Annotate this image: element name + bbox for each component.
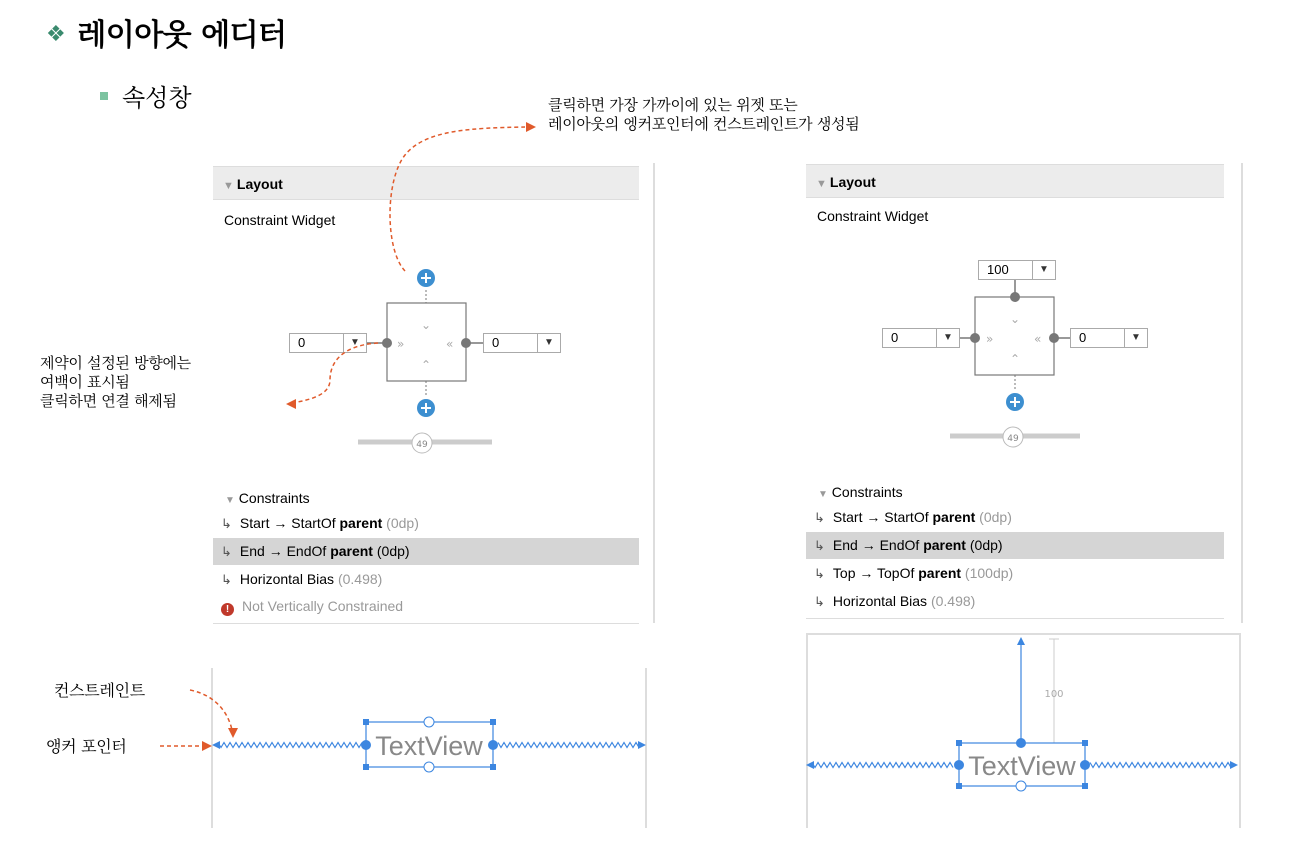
bottom-anchor-point[interactable] — [424, 762, 434, 772]
constraint-row[interactable] — [806, 504, 1224, 531]
constraint-link-icon: ↳ — [221, 572, 232, 587]
constraint-margin: (0.498) — [930, 593, 976, 609]
constraint-widget-label: Constraint Widget — [224, 212, 336, 228]
right-panel-border — [1241, 163, 1243, 623]
left-margin-value: 0 — [298, 335, 306, 350]
warning-text: Not Vertically Constrained — [242, 598, 404, 614]
constraint-margin: (100dp) — [961, 565, 1014, 581]
textview-label: TextView — [968, 751, 1076, 781]
constraint-text: Start → StartOf — [832, 509, 933, 525]
top-anchor-point[interactable] — [1016, 738, 1026, 748]
constraints-title: Constraints — [238, 490, 310, 506]
left-annotation-line2: 여백이 표시됨 — [40, 373, 130, 391]
constraint-link-icon: ↳ — [814, 538, 825, 553]
left-constraint-handle-icon[interactable] — [367, 338, 392, 348]
top-add-constraint-icon[interactable] — [417, 269, 435, 287]
right-properties-panel — [806, 163, 1224, 621]
left-zigzag-constraint[interactable] — [212, 741, 362, 749]
right-chevron-icon: » — [986, 332, 994, 346]
collapse-triangle-icon: ▼ — [223, 180, 234, 192]
constraints-title: Constraints — [831, 484, 903, 500]
arrowhead-icon — [526, 122, 536, 132]
collapse-triangle-icon: ▼ — [225, 495, 235, 506]
section-subtitle-text: 속성창 — [122, 84, 192, 112]
diamond-bullet-icon: ❖ — [46, 22, 66, 47]
constraint-text: Horizontal Bias — [239, 571, 338, 587]
dropdown-arrow-icon: ▼ — [1032, 261, 1055, 279]
left-canvas-preview — [206, 705, 652, 775]
constraint-target: parent — [923, 537, 966, 553]
down-chevron-icon: ⌄ — [1010, 312, 1021, 326]
left-zigzag-constraint[interactable] — [806, 761, 953, 769]
page-title-text: 레이아웃 에디터 — [77, 18, 287, 53]
panel-divider — [213, 623, 639, 624]
constraint-link-icon: ↳ — [814, 566, 825, 581]
dropdown-arrow-icon: ▼ — [537, 334, 560, 352]
constraint-link-icon: ↳ — [221, 544, 232, 559]
layout-section-title: Layout — [829, 174, 876, 190]
constraint-row[interactable] — [806, 560, 1224, 587]
right-constraint-handle-icon[interactable] — [1049, 333, 1070, 343]
square-bullet-icon — [100, 92, 108, 100]
constraint-widget-left — [213, 163, 639, 483]
textview-label: TextView — [375, 731, 483, 761]
constraint-annotation: 컨스트레인트 — [54, 681, 145, 700]
constraint-widget-right — [806, 163, 1224, 463]
constraint-target: parent — [339, 515, 383, 531]
top-anchor-point[interactable] — [424, 717, 434, 727]
section-subtitle — [100, 78, 192, 113]
up-chevron-icon: ⌃ — [421, 358, 432, 372]
constraint-text: End → EndOf — [239, 543, 331, 559]
error-icon: ! — [221, 603, 234, 616]
left-annotation-line3: 클릭하면 연결 해제됨 — [40, 392, 177, 410]
right-zigzag-constraint[interactable] — [1090, 761, 1238, 769]
constraint-margin: (0dp) — [965, 537, 1003, 553]
constraint-margin: (0.498) — [337, 571, 383, 587]
top-annotation — [548, 96, 859, 134]
warning-row — [213, 593, 639, 620]
collapse-triangle-icon: ▼ — [816, 178, 827, 190]
top-annotation-line1: 클릭하면 가장 가까이에 있는 위젯 또는 — [548, 96, 798, 114]
left-anchor-point[interactable] — [361, 740, 371, 750]
constraint-row[interactable] — [213, 510, 639, 537]
constraint-link-icon: ↳ — [814, 594, 825, 609]
constraint-row[interactable] — [806, 588, 1224, 615]
anchor-annotation: 앵커 포인터 — [46, 737, 127, 756]
up-chevron-icon: ⌃ — [1010, 352, 1021, 366]
left-properties-panel — [213, 163, 639, 625]
constraints-header[interactable] — [818, 484, 903, 500]
top-distance-label: 100 — [1044, 689, 1064, 700]
bias-value: 49 — [1007, 434, 1019, 444]
right-canvas-preview — [806, 635, 1240, 825]
left-panel-border — [653, 163, 655, 623]
left-annotation — [40, 354, 191, 411]
collapse-triangle-icon: ▼ — [818, 489, 828, 500]
constraint-text: End → EndOf — [832, 537, 924, 553]
right-margin-value: 0 — [1079, 330, 1087, 345]
left-anchor-point[interactable] — [954, 760, 964, 770]
left-chevron-icon: « — [1034, 332, 1042, 346]
bias-value: 49 — [416, 440, 428, 450]
dropdown-arrow-icon: ▼ — [1124, 329, 1147, 347]
panel-divider — [806, 618, 1224, 619]
constraint-margin: (0dp) — [975, 509, 1012, 525]
right-chevron-icon: » — [397, 337, 405, 351]
constraint-link-icon: ↳ — [221, 516, 232, 531]
constraints-header[interactable] — [225, 490, 310, 506]
constraint-link-icon: ↳ — [814, 510, 825, 525]
bottom-anchor-point[interactable] — [1016, 781, 1026, 791]
top-constraint-handle-icon[interactable] — [1010, 280, 1020, 302]
constraint-margin: (0dp) — [382, 515, 419, 531]
constraint-target: parent — [330, 543, 373, 559]
left-constraint-handle-icon[interactable] — [960, 333, 980, 343]
bottom-add-constraint-icon[interactable] — [417, 399, 435, 417]
constraint-widget-label: Constraint Widget — [817, 208, 929, 224]
page-title — [46, 10, 287, 54]
top-margin-value: 100 — [987, 262, 1009, 277]
constraint-row[interactable] — [213, 566, 639, 593]
constraint-row[interactable] — [806, 532, 1224, 559]
dropdown-arrow-icon: ▼ — [343, 334, 366, 352]
right-anchor-point[interactable] — [1080, 760, 1090, 770]
dropdown-arrow-icon: ▼ — [936, 329, 959, 347]
right-anchor-point[interactable] — [488, 740, 498, 750]
top-margin-constraint-line[interactable] — [1017, 637, 1025, 742]
constraint-margin: (0dp) — [372, 543, 410, 559]
left-chevron-icon: « — [446, 337, 454, 351]
bottom-add-constraint-icon[interactable] — [1006, 393, 1024, 411]
right-margin-value: 0 — [492, 335, 500, 350]
right-zigzag-constraint[interactable] — [498, 741, 646, 749]
top-annotation-line2: 레이아웃의 엥커포인터에 컨스트레인트가 생성됨 — [548, 115, 860, 133]
constraint-target: parent — [918, 565, 962, 581]
constraint-text: Top → TopOf — [832, 565, 919, 581]
constraint-text: Start → StartOf — [239, 515, 340, 531]
layout-section-title: Layout — [236, 176, 283, 192]
left-annotation-line1: 제약이 설정된 방향에는 — [40, 354, 191, 372]
constraint-target: parent — [932, 509, 976, 525]
down-chevron-icon: ⌄ — [421, 318, 432, 332]
right-constraint-handle-icon[interactable] — [461, 338, 483, 348]
constraint-text: Horizontal Bias — [832, 593, 931, 609]
constraint-row[interactable] — [213, 538, 639, 565]
left-margin-value: 0 — [891, 330, 899, 345]
